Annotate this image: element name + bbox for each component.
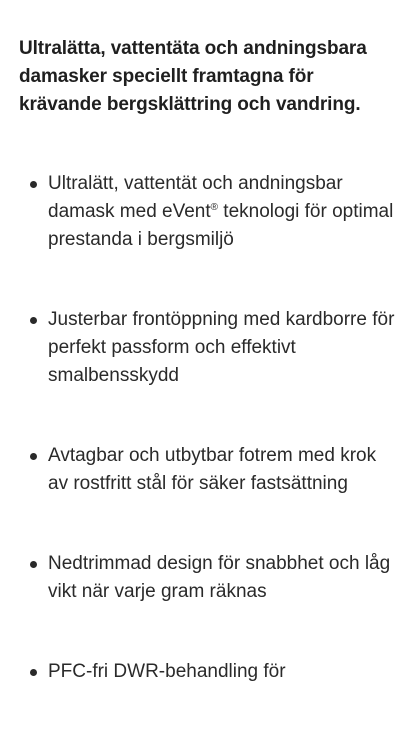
registered-trademark-mark: ® xyxy=(210,202,219,213)
bullet-icon xyxy=(30,669,37,676)
feature-item-event-technology xyxy=(0,170,409,254)
feature-text-start: Ultralätt, vattentät och andningsbar damask med eVent xyxy=(48,173,343,222)
feature-text: PFC-fri DWR-behandling för xyxy=(48,661,286,682)
feature-text: Avtagbar och utbytbar fotrem med krok av rostfritt stål för säker fastsättning xyxy=(48,445,377,494)
feature-item-foot-strap xyxy=(0,442,409,498)
feature-item-trimmed-design xyxy=(0,550,409,606)
feature-text-end: teknologi för optimal prestanda i bergsmiljö xyxy=(48,201,394,250)
feature-text xyxy=(48,173,393,250)
feature-item-pfc-free-dwr xyxy=(0,658,409,686)
bullet-icon xyxy=(30,453,37,460)
feature-text: Justerbar frontöppning med kardborre för perfekt passform och effektivt smalbensskydd xyxy=(48,309,395,386)
product-intro-text: Ultralätta, vattentäta och andningsbara damasker speciellt framtagna för krävande bergsklättring och vandring. xyxy=(19,38,367,115)
feature-item-front-opening xyxy=(0,306,409,390)
bullet-icon xyxy=(30,317,37,324)
bullet-icon xyxy=(30,181,37,188)
feature-list xyxy=(0,170,409,738)
bullet-icon xyxy=(30,561,37,568)
feature-text: Nedtrimmad design för snabbhet och låg vikt när varje gram räknas xyxy=(48,553,391,602)
